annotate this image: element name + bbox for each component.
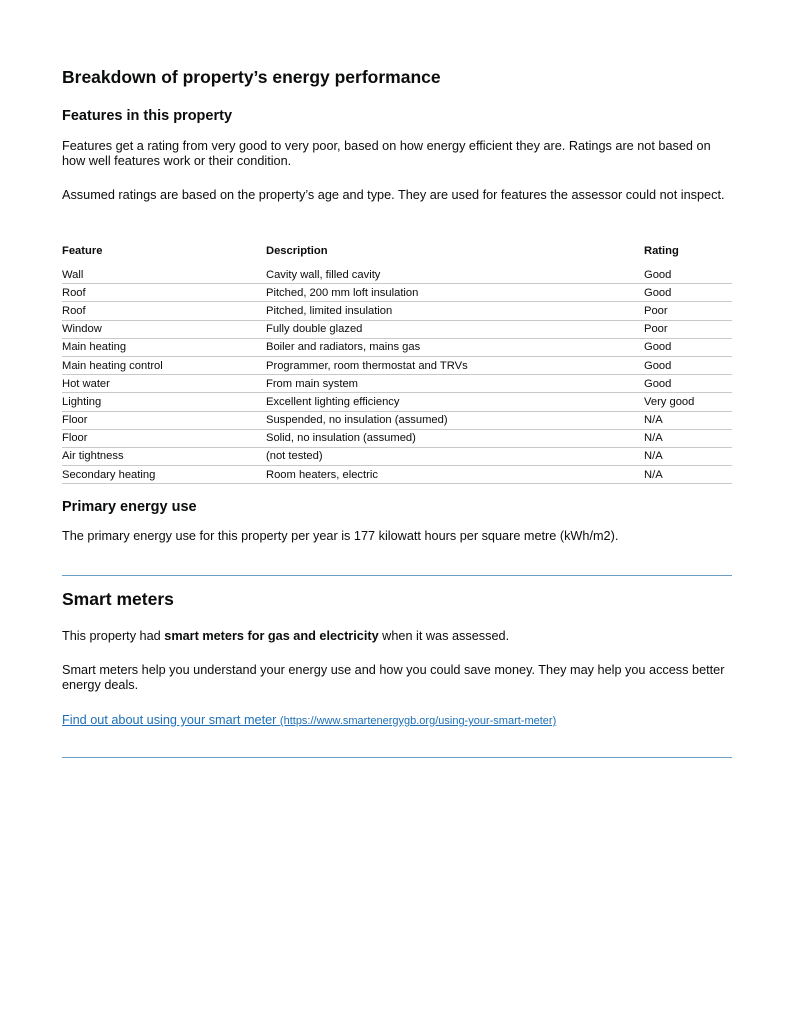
description-cell: From main system [266,375,644,393]
description-cell: Pitched, limited insulation [266,302,644,320]
features-intro-paragraph: Features get a rating from very good to very poor, based on how energy efficient they are. Ratings are not based on how well features work or their condition. [62,139,711,168]
table-row [62,447,732,465]
table-row [62,375,732,393]
table-row [62,302,732,320]
description-cell: Suspended, no insulation (assumed) [266,411,644,429]
table-row [62,284,732,302]
table-row [62,429,732,447]
smart-meter-link-container [62,711,556,729]
feature-cell: Window [62,320,266,338]
description-cell: Cavity wall, filled cavity [266,266,644,284]
table-row [62,320,732,338]
smart-meters-bold-text: smart meters for gas and electricity [164,629,379,643]
section-divider [62,575,732,576]
description-cell: Boiler and radiators, mains gas [266,338,644,356]
smart-meters-status-paragraph [62,629,732,644]
table-row [62,338,732,356]
table-row [62,356,732,374]
primary-energy-text: The primary energy use for this property per year is 177 kilowatt hours per square metre (kWh/m2). [62,529,619,543]
smart-meter-link-text: Find out about using your smart meter [62,713,277,727]
description-cell: Fully double glazed [266,320,644,338]
table-row [62,411,732,429]
table-row [62,393,732,411]
smart-meter-link-url: (https://www.smartenergygb.org/using-your-smart-meter) [279,715,557,727]
page-title: Breakdown of property’s energy performance [62,67,441,87]
rating-cell: N/A [644,447,732,465]
rating-cell: Very good [644,393,732,411]
rating-cell: Good [644,266,732,284]
rating-cell: N/A [644,411,732,429]
feature-cell: Secondary heating [62,466,266,484]
description-cell: Solid, no insulation (assumed) [266,429,644,447]
rating-cell: Good [644,338,732,356]
smart-meter-link[interactable] [62,713,556,727]
rating-cell: N/A [644,466,732,484]
smart-meters-info-paragraph: Smart meters help you understand your energy use and how you could save money. They may help you access better energy deals. [62,663,725,692]
feature-cell: Lighting [62,393,266,411]
rating-cell: N/A [644,429,732,447]
description-cell: Room heaters, electric [266,466,644,484]
feature-cell: Floor [62,429,266,447]
rating-cell: Good [644,375,732,393]
column-header-description: Description [266,245,328,257]
feature-cell: Hot water [62,375,266,393]
primary-energy-heading: Primary energy use [62,499,197,515]
description-cell: (not tested) [266,447,644,465]
column-header-feature: Feature [62,245,103,257]
feature-cell: Air tightness [62,447,266,465]
description-cell: Programmer, room thermostat and TRVs [266,356,644,374]
column-header-rating: Rating [644,245,679,257]
feature-cell: Main heating control [62,356,266,374]
table-row [62,266,732,284]
feature-cell: Wall [62,266,266,284]
rating-cell: Good [644,284,732,302]
smart-meters-text-post: when it was assessed. [378,629,510,643]
feature-cell: Roof [62,302,266,320]
rating-cell: Poor [644,320,732,338]
table-header-row [62,240,732,266]
rating-cell: Good [644,356,732,374]
section-divider-bottom [62,757,732,758]
description-cell: Excellent lighting efficiency [266,393,644,411]
feature-cell: Main heating [62,338,266,356]
rating-cell: Poor [644,302,732,320]
features-heading: Features in this property [62,108,233,124]
feature-cell: Roof [62,284,266,302]
features-table [62,240,732,484]
table-row [62,466,732,484]
smart-meters-heading: Smart meters [62,589,174,609]
smart-meters-text-pre: This property had [62,629,165,643]
feature-cell: Floor [62,411,266,429]
assumed-ratings-paragraph: Assumed ratings are based on the property’s age and type. They are used for features the assessor could not inspect. [62,188,725,202]
description-cell: Pitched, 200 mm loft insulation [266,284,644,302]
